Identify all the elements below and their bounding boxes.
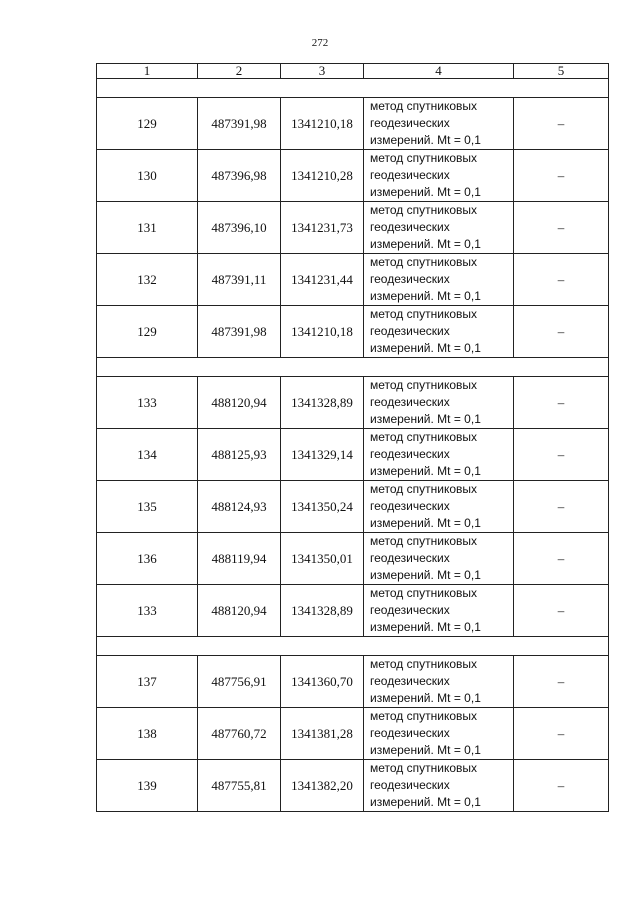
x-coordinate-cell: 487391,98 [198,98,281,150]
y-coordinate-cell: 1341350,01 [281,533,364,585]
method-line: метод спутниковых [370,307,478,321]
method-line: геодезических [370,272,450,286]
section-separator-cell [97,79,609,98]
method-line: измерений. Mt = 0,1 [370,237,481,251]
x-coordinate-cell: 488119,94 [198,533,281,585]
method-line: метод спутниковых [370,99,478,113]
y-coordinate-cell: 1341329,14 [281,429,364,481]
method-line: метод спутниковых [370,203,478,217]
method-line: геодезических [370,499,450,513]
note-cell: – [514,306,609,358]
method-cell [364,656,514,708]
table-row [97,656,609,708]
table-row [97,481,609,533]
method-line: геодезических [370,726,450,740]
note-cell: – [514,708,609,760]
table-row [97,306,609,358]
point-number-cell: 129 [97,98,198,150]
method-cell [364,585,514,637]
x-coordinate-cell: 488120,94 [198,377,281,429]
method-line: измерений. Mt = 0,1 [370,133,481,147]
method-cell [364,377,514,429]
table-row [97,760,609,812]
method-cell [364,760,514,812]
method-line: геодезических [370,168,450,182]
x-coordinate-cell: 487391,11 [198,254,281,306]
y-coordinate-cell: 1341210,18 [281,98,364,150]
header-col-1: 1 [97,64,198,79]
note-cell: – [514,760,609,812]
method-line: геодезических [370,116,450,130]
point-number-cell: 129 [97,306,198,358]
note-cell: – [514,150,609,202]
table-row [97,98,609,150]
section-separator-cell [97,637,609,656]
method-cell [364,708,514,760]
method-line: геодезических [370,603,450,617]
table-row [97,202,609,254]
y-coordinate-cell: 1341231,44 [281,254,364,306]
note-cell: – [514,98,609,150]
section-separator-cell [97,358,609,377]
point-number-cell: 136 [97,533,198,585]
method-line: измерений. Mt = 0,1 [370,516,481,530]
x-coordinate-cell: 488125,93 [198,429,281,481]
method-line: метод спутниковых [370,586,478,600]
method-cell [364,306,514,358]
method-line: метод спутниковых [370,709,478,723]
method-line: метод спутниковых [370,430,478,444]
y-coordinate-cell: 1341328,89 [281,585,364,637]
method-line: измерений. Mt = 0,1 [370,691,481,705]
note-cell: – [514,656,609,708]
coordinates-table [96,63,609,812]
method-line: измерений. Mt = 0,1 [370,289,481,303]
y-coordinate-cell: 1341210,28 [281,150,364,202]
section-separator-row [97,637,609,656]
method-cell [364,202,514,254]
method-line: метод спутниковых [370,761,478,775]
x-coordinate-cell: 488120,94 [198,585,281,637]
point-number-cell: 133 [97,377,198,429]
table-row [97,429,609,481]
y-coordinate-cell: 1341382,20 [281,760,364,812]
page-number: 272 [311,37,329,49]
note-cell: – [514,202,609,254]
method-line: измерений. Mt = 0,1 [370,620,481,634]
method-line: измерений. Mt = 0,1 [370,568,481,582]
method-line: геодезических [370,220,450,234]
point-number-cell: 139 [97,760,198,812]
method-line: метод спутниковых [370,657,478,671]
header-col-3: 3 [281,64,364,79]
x-coordinate-cell: 488124,93 [198,481,281,533]
y-coordinate-cell: 1341210,18 [281,306,364,358]
method-line: метод спутниковых [370,534,478,548]
point-number-cell: 135 [97,481,198,533]
section-separator-row [97,79,609,98]
method-cell [364,429,514,481]
method-line: метод спутниковых [370,482,478,496]
method-line: геодезических [370,324,450,338]
table-row [97,377,609,429]
method-line: измерений. Mt = 0,1 [370,795,481,809]
y-coordinate-cell: 1341381,28 [281,708,364,760]
table-body [97,79,609,812]
note-cell: – [514,533,609,585]
method-cell [364,150,514,202]
method-cell [364,481,514,533]
table-row [97,533,609,585]
note-cell: – [514,481,609,533]
y-coordinate-cell: 1341231,73 [281,202,364,254]
header-col-2: 2 [198,64,281,79]
method-line: метод спутниковых [370,151,478,165]
point-number-cell: 133 [97,585,198,637]
point-number-cell: 130 [97,150,198,202]
method-cell [364,533,514,585]
note-cell: – [514,377,609,429]
method-line: геодезических [370,778,450,792]
method-line: измерений. Mt = 0,1 [370,185,481,199]
method-line: метод спутниковых [370,378,478,392]
method-cell [364,254,514,306]
x-coordinate-cell: 487396,10 [198,202,281,254]
point-number-cell: 131 [97,202,198,254]
method-line: метод спутниковых [370,255,478,269]
note-cell: – [514,585,609,637]
header-col-4: 4 [364,64,514,79]
header-col-5: 5 [514,64,609,79]
point-number-cell: 134 [97,429,198,481]
y-coordinate-cell: 1341328,89 [281,377,364,429]
x-coordinate-cell: 487755,81 [198,760,281,812]
note-cell: – [514,254,609,306]
method-line: геодезических [370,551,450,565]
x-coordinate-cell: 487756,91 [198,656,281,708]
header-row [97,64,609,79]
method-line: измерений. Mt = 0,1 [370,743,481,757]
y-coordinate-cell: 1341350,24 [281,481,364,533]
x-coordinate-cell: 487760,72 [198,708,281,760]
point-number-cell: 137 [97,656,198,708]
method-line: геодезических [370,447,450,461]
method-line: геодезических [370,395,450,409]
section-separator-row [97,358,609,377]
method-line: геодезических [370,674,450,688]
table-row [97,254,609,306]
table-row [97,150,609,202]
method-line: измерений. Mt = 0,1 [370,412,481,426]
method-cell [364,98,514,150]
x-coordinate-cell: 487396,98 [198,150,281,202]
method-line: измерений. Mt = 0,1 [370,464,481,478]
table-row [97,708,609,760]
note-cell: – [514,429,609,481]
x-coordinate-cell: 487391,98 [198,306,281,358]
table-row [97,585,609,637]
y-coordinate-cell: 1341360,70 [281,656,364,708]
method-line: измерений. Mt = 0,1 [370,341,481,355]
point-number-cell: 132 [97,254,198,306]
point-number-cell: 138 [97,708,198,760]
